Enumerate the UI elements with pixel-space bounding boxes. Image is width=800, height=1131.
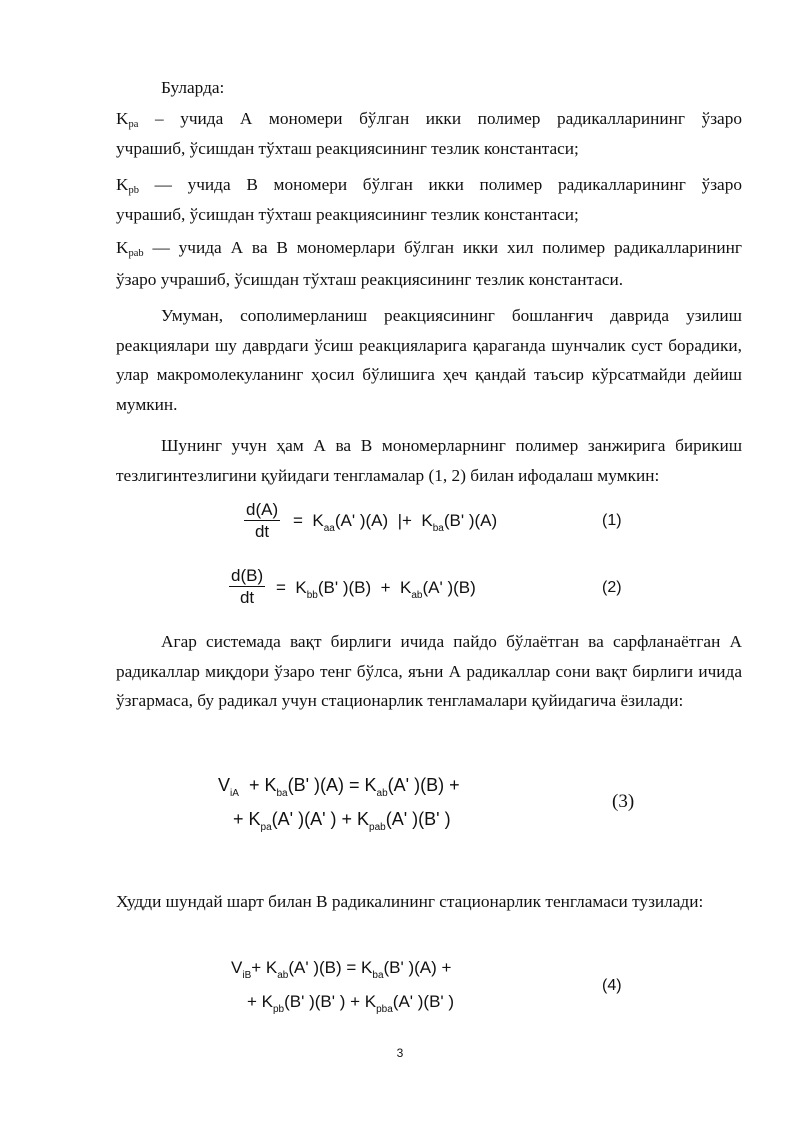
definition-text: – учида А мономери бўлган икки полимер радикалларининг ўзаро bbox=[138, 109, 742, 128]
eq2-fraction bbox=[229, 566, 265, 609]
eq2-label: (2) bbox=[602, 579, 622, 596]
paragraph-1: Умуман, сополимерланиш реакциясининг бошланғич даврида узилиш реакциялари шу даврдаги ўсиш реакцияларига қараганда шунчалик суст борадики, улар макромолекуланинг ҳосил бўлишига ҳеч қандай таъсир кўрсатмайди дейиш мумкин. bbox=[116, 306, 742, 414]
symbol: K bbox=[116, 238, 129, 257]
paragraph-3: Агар системада вақт бирлиги ичида пайдо бўлаётган ва сарфланаётган А радикаллар миқдори ўзаро тенг бўлса, яъни А радикаллар сони вақт бирлиги ичида ўзгармаса, бу радикал учун стационарлик тенгламалари қуйидагича ёзилади: bbox=[116, 632, 742, 710]
eq3-line2: + $K_{pa}(A'$ )(A' ) + $K_{pab}(A'$ )(B' ) bbox=[233, 809, 451, 833]
eq3-line1: $V_{iA} + K_{ba}(B'$ )$(A) = K_{ab}(A'$ )(B) + bbox=[218, 775, 460, 799]
symbol: K bbox=[116, 175, 129, 194]
eq3-label: (3) bbox=[612, 791, 635, 812]
eq1-label: (1) bbox=[602, 512, 622, 529]
eq1-denominator: dt bbox=[254, 522, 270, 541]
definition-text: — учида А ва В мономерлари бўлган икки хил полимер радикалларининг bbox=[143, 238, 742, 257]
eq1-rhs: = $K_{aa}(A'$ )(A) |+ $K_{ba}(B'$ )(A) bbox=[293, 511, 498, 534]
page-number: 3 bbox=[396, 1046, 404, 1060]
eq2-denominator: dt bbox=[239, 588, 255, 607]
heading: Буларда: bbox=[161, 78, 225, 97]
symbol: K bbox=[116, 109, 129, 128]
definition-text: — учида В мономери бўлган икки полимер радикалларининг ўзаро bbox=[138, 175, 742, 194]
subscript: pab bbox=[128, 248, 144, 259]
eq2-rhs: = $K_{bb}(B'$ )$(B) + K_{ab}(A'$ )(B) bbox=[276, 578, 476, 601]
paragraph-4: Худди шундай шарт билан В радикалининг стационарлик тенгламаси тузилади: bbox=[116, 892, 704, 911]
eq1-fraction bbox=[244, 500, 280, 543]
eq4-line1: $V_{iB}+ K_{ab}(A'$ )$(B) = K_{ba}(B'$ )(A) + bbox=[231, 958, 452, 981]
eq2-numerator: d(B) bbox=[231, 566, 264, 585]
eq1-numerator: d(A) bbox=[246, 500, 279, 519]
definition-kpb-cont: учрашиб, ўсишдан тўхташ реакциясининг тезлик константаси; bbox=[116, 205, 579, 224]
subscript: pa bbox=[128, 119, 139, 130]
definition-kpa-cont: учрашиб, ўсишдан тўхташ реакциясининг тезлик константаси; bbox=[116, 139, 579, 158]
definition-kpab-cont: ўзаро учрашиб, ўсишдан тўхташ реакциясининг тезлик константаси. bbox=[116, 270, 624, 289]
paragraph-2: Шунинг учун ҳам А ва В мономерларнинг полимер занжирига бирикиш тезлигинтезлигини қуйидаги тенгламалар (1, 2) билан ифодалаш мумкин: bbox=[116, 436, 742, 485]
definition-kpab bbox=[116, 233, 742, 269]
eq4-label: (4) bbox=[602, 977, 622, 994]
subscript: pb bbox=[128, 185, 139, 196]
eq4-line2: + $K_{pb}(B'$ )(B' ) + $K_{pba}(A'$ )(B' ) bbox=[247, 992, 455, 1015]
